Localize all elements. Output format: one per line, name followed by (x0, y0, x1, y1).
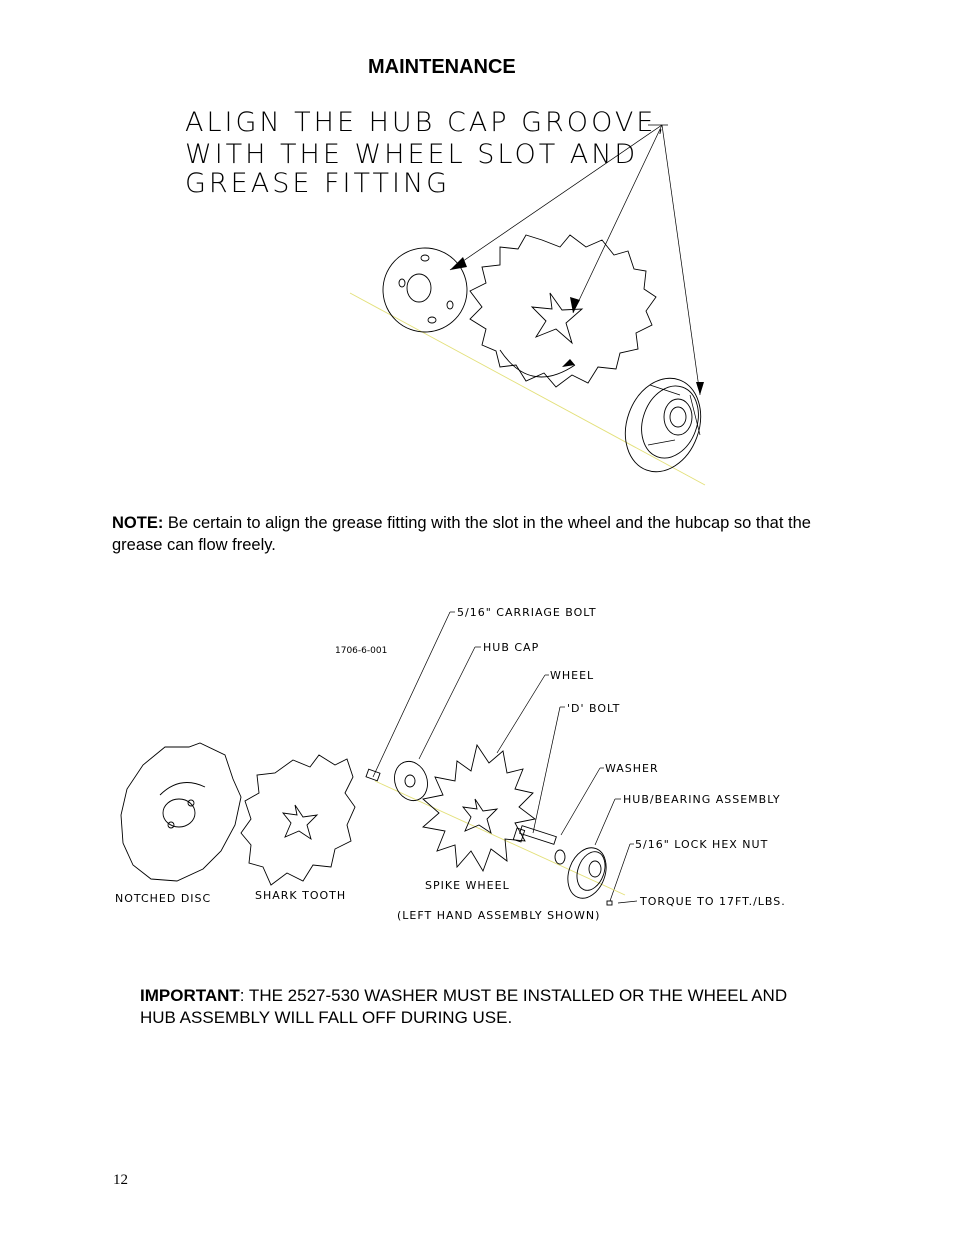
lock-nut-drawing (607, 901, 612, 905)
label-spike-wheel: SPIKE WHEEL (425, 879, 510, 892)
page-title: MAINTENANCE (368, 56, 516, 78)
assembly-note: (LEFT HAND ASSEMBLY SHOWN) (397, 909, 601, 922)
label-hub-bearing: HUB/BEARING ASSEMBLY (623, 793, 781, 806)
callout-line-1: ALIGN THE HUB CAP GROOVE, (185, 107, 668, 138)
label-shark-tooth: SHARK TOOTH (255, 889, 347, 902)
shark-tooth-drawing (241, 755, 355, 885)
note-paragraph (112, 512, 812, 556)
label-notched-disc: NOTCHED DISC (115, 892, 212, 905)
page-number: 12 (113, 1172, 128, 1188)
important-paragraph (140, 985, 800, 1029)
label-lock-nut: 5/16" LOCK HEX NUT (635, 838, 769, 851)
hub-bearing-small-drawing (561, 842, 613, 903)
spike-wheel-small-drawing (423, 745, 535, 871)
hub-alignment-figure (170, 95, 730, 500)
label-carriage-bolt: 5/16" CARRIAGE BOLT (457, 606, 597, 619)
label-wheel: WHEEL (550, 669, 595, 682)
spike-wheel-drawing (470, 235, 656, 387)
label-hub-cap: HUB CAP (483, 641, 540, 654)
assembly-axis (375, 781, 625, 895)
drawing-number: 1706-6-001 (335, 646, 388, 656)
callout-line-3: GREASE FITTING (185, 168, 451, 199)
label-washer: WASHER (605, 762, 659, 775)
note-text: Be certain to align the grease fitting with the slot in the wheel and the hubcap so that the grease can flow freely. (112, 514, 811, 554)
notched-disc-drawing (121, 743, 241, 881)
axis-centerline (350, 293, 705, 485)
washer-drawing (555, 850, 565, 864)
label-d-bolt: 'D' BOLT (567, 702, 621, 715)
important-label: IMPORTANT (140, 986, 240, 1005)
carriage-bolt-drawing (366, 769, 380, 781)
d-bolt-drawing (513, 826, 556, 845)
callout-line-2: WITH THE WHEEL SLOT AND (185, 139, 639, 170)
important-text: : THE 2527-530 WASHER MUST BE INSTALLED OR THE WHEEL AND HUB ASSEMBLY WILL FALL OFF DURING USE. (140, 986, 788, 1027)
note-label: NOTE: (112, 514, 164, 532)
hub-cap-drawing (369, 234, 481, 346)
wheel-assembly-figure (105, 595, 795, 935)
label-torque: TORQUE TO 17FT./LBS. (640, 895, 786, 908)
